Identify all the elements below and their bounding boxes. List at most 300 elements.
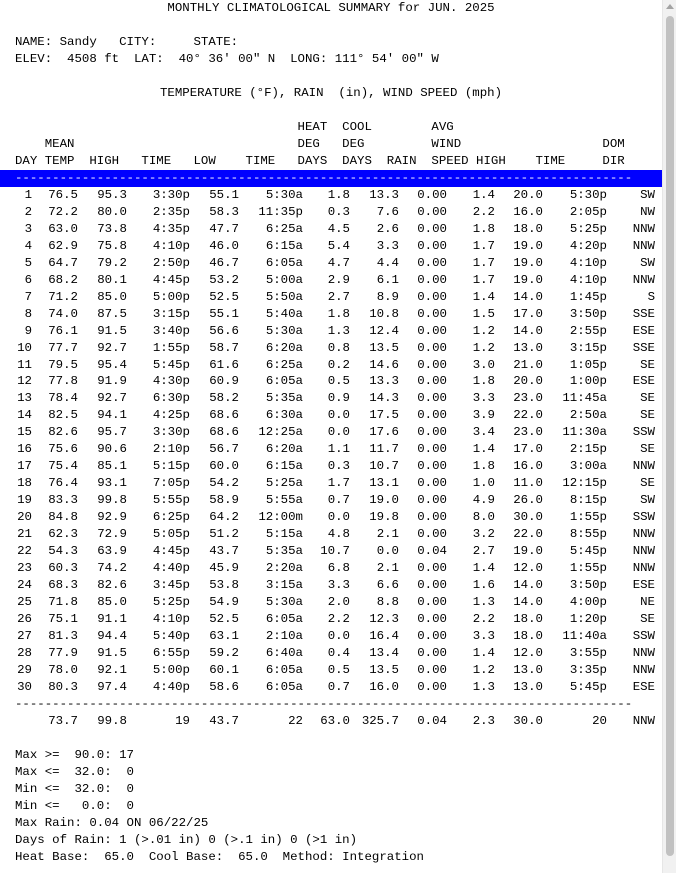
high-temp-cell: 93.1 <box>97 476 127 491</box>
rain-cell: 0.00 <box>417 357 447 372</box>
high-temp-cell: 82.6 <box>97 577 127 592</box>
table-row <box>0 509 662 526</box>
rain-cell: 0.00 <box>417 408 447 423</box>
table-row <box>0 611 662 628</box>
wind-high-time-cell: 5:45p <box>569 679 607 694</box>
cool-deg-days-cell: 6.1 <box>376 272 399 287</box>
high-temp-cell: 91.1 <box>97 611 127 626</box>
low-temp-cell: 43.7 <box>209 543 239 558</box>
wind-high-time-cell: 11:45a <box>562 391 607 406</box>
rain-cell: 0.00 <box>417 645 447 660</box>
low-time-cell: 6:05a <box>265 611 303 626</box>
scrollbar-thumb[interactable] <box>666 16 674 856</box>
mean-temp-cell: 81.3 <box>48 628 78 643</box>
mean-temp-cell: 73.7 <box>48 714 78 728</box>
cool-deg-days-cell: 3.3 <box>376 238 399 253</box>
heat-deg-days-cell: 0.4 <box>327 645 350 660</box>
wind-high-cell: 21.0 <box>513 357 543 372</box>
cool-deg-days-cell: 19.8 <box>369 510 399 525</box>
cool-deg-days-cell: 10.8 <box>369 306 399 321</box>
avg-wind-speed-cell: 1.6 <box>472 577 495 592</box>
heat-deg-days-cell: 2.7 <box>327 289 350 304</box>
heat-deg-days-cell: 2.2 <box>327 611 350 626</box>
low-temp-cell: 43.7 <box>209 714 239 728</box>
heat-deg-days-cell: 1.8 <box>327 306 350 321</box>
heat-deg-days-cell: 0.7 <box>327 493 350 508</box>
wind-high-time-cell: 8:15p <box>569 493 607 508</box>
wind-high-time-cell: 2:55p <box>569 323 607 338</box>
high-time-cell: 4:30p <box>152 374 190 389</box>
cool-deg-days-cell: 8.9 <box>376 289 399 304</box>
mean-temp-cell: 74.0 <box>48 306 78 321</box>
wind-high-time-cell: 5:45p <box>569 543 607 558</box>
cool-deg-days-cell: 2.1 <box>376 560 399 575</box>
heat-deg-days-cell: 6.8 <box>327 560 350 575</box>
wind-high-cell: 20.0 <box>513 188 543 202</box>
low-temp-cell: 47.7 <box>209 221 239 236</box>
day-cell: 8 <box>24 306 32 321</box>
rain-cell: 0.00 <box>417 391 447 406</box>
dom-dir-cell: NE <box>640 594 655 609</box>
cool-deg-days-cell: 0.0 <box>376 543 399 558</box>
day-cell: 22 <box>17 543 32 558</box>
low-temp-cell: 58.7 <box>209 340 239 355</box>
vertical-scrollbar[interactable] <box>662 0 676 873</box>
rain-cell: 0.00 <box>417 476 447 491</box>
wind-high-time-cell: 3:00a <box>569 459 607 474</box>
cool-deg-days-cell: 8.8 <box>376 594 399 609</box>
wind-high-time-cell: 3:15p <box>569 340 607 355</box>
avg-wind-speed-cell: 3.0 <box>472 357 495 372</box>
avg-wind-speed-cell: 1.4 <box>472 560 495 575</box>
high-temp-cell: 73.8 <box>97 221 127 236</box>
high-temp-cell: 92.7 <box>97 391 127 406</box>
low-time-cell: 3:15a <box>265 577 303 592</box>
high-temp-cell: 85.0 <box>97 594 127 609</box>
low-time-cell: 22 <box>288 714 303 728</box>
day-cell: 19 <box>17 493 32 508</box>
day-cell: 5 <box>24 255 32 270</box>
mean-temp-cell: 77.9 <box>48 645 78 660</box>
heat-deg-days-cell: 0.2 <box>327 357 350 372</box>
low-time-cell: 2:10a <box>265 628 303 643</box>
day-cell: 4 <box>24 238 32 253</box>
header-separator: ----------------------------------------------------------------------------------- <box>15 171 633 185</box>
wind-high-cell: 18.0 <box>513 628 543 643</box>
table-row <box>0 272 662 289</box>
day-cell: 11 <box>17 357 32 372</box>
wind-high-cell: 12.0 <box>513 560 543 575</box>
heat-deg-days-cell: 0.0 <box>327 510 350 525</box>
table-row <box>0 424 662 441</box>
table-row <box>0 306 662 323</box>
table-row <box>0 662 662 679</box>
wind-high-cell: 22.0 <box>513 408 543 423</box>
cool-deg-days-cell: 6.6 <box>376 577 399 592</box>
mean-temp-cell: 75.1 <box>48 611 78 626</box>
avg-wind-speed-cell: 2.3 <box>472 714 495 728</box>
dom-dir-cell: SE <box>640 611 655 626</box>
low-temp-cell: 46.7 <box>209 255 239 270</box>
rain-cell: 0.00 <box>417 238 447 253</box>
rain-cell: 0.00 <box>417 459 447 474</box>
low-time-cell: 6:25a <box>265 221 303 236</box>
high-time-cell: 3:30p <box>152 188 190 202</box>
low-time-cell: 2:20a <box>265 560 303 575</box>
wind-high-time-cell: 20 <box>592 714 607 728</box>
table-row <box>0 679 662 696</box>
wind-high-time-cell: 5:30p <box>569 188 607 202</box>
avg-wind-speed-cell: 2.7 <box>472 543 495 558</box>
high-temp-cell: 95.7 <box>97 425 127 440</box>
low-temp-cell: 54.9 <box>209 594 239 609</box>
low-time-cell: 6:40a <box>265 645 303 660</box>
cool-deg-days-cell: 2.1 <box>376 527 399 541</box>
table-row <box>0 407 662 424</box>
low-temp-cell: 55.1 <box>209 306 239 321</box>
avg-wind-speed-cell: 8.0 <box>472 510 495 525</box>
high-temp-cell: 92.9 <box>97 510 127 525</box>
low-temp-cell: 58.6 <box>209 679 239 694</box>
wind-high-cell: 17.0 <box>513 442 543 457</box>
high-time-cell: 5:25p <box>152 594 190 609</box>
day-cell: 28 <box>17 645 32 660</box>
low-temp-cell: 56.6 <box>209 323 239 338</box>
day-cell: 3 <box>24 221 32 236</box>
table-row <box>0 458 662 475</box>
dom-dir-cell: SE <box>640 391 655 406</box>
table-row <box>0 441 662 458</box>
dom-dir-cell: NNW <box>632 272 655 287</box>
avg-wind-speed-cell: 1.8 <box>472 221 495 236</box>
mean-temp-cell: 68.3 <box>48 577 78 592</box>
heat-deg-days-cell: 1.7 <box>327 476 350 491</box>
day-cell: 30 <box>17 679 32 694</box>
cool-deg-days-cell: 16.0 <box>369 679 399 694</box>
heat-deg-days-cell: 63.0 <box>320 714 350 728</box>
wind-high-time-cell: 3:50p <box>569 306 607 321</box>
day-cell: 6 <box>24 272 32 287</box>
heat-deg-days-cell: 4.5 <box>327 221 350 236</box>
mean-temp-cell: 80.3 <box>48 679 78 694</box>
low-time-cell: 5:00a <box>265 272 303 287</box>
avg-wind-speed-cell: 1.5 <box>472 306 495 321</box>
high-temp-cell: 79.2 <box>97 255 127 270</box>
dom-dir-cell: SSE <box>632 306 655 321</box>
rain-cell: 0.00 <box>417 425 447 440</box>
wind-high-time-cell: 1:55p <box>569 510 607 525</box>
day-cell: 29 <box>17 662 32 677</box>
units-line: TEMPERATURE (°F), RAIN (in), WIND SPEED (mph) <box>159 86 503 100</box>
cool-deg-days-cell: 11.7 <box>369 442 399 457</box>
high-temp-cell: 91.9 <box>97 374 127 389</box>
table-row <box>0 357 662 374</box>
low-temp-cell: 64.2 <box>209 510 239 525</box>
avg-wind-speed-cell: 1.7 <box>472 238 495 253</box>
rain-cell: 0.00 <box>417 493 447 508</box>
mean-temp-cell: 84.8 <box>48 510 78 525</box>
heat-deg-days-cell: 0.8 <box>327 340 350 355</box>
cool-deg-days-cell: 4.4 <box>376 255 399 270</box>
high-temp-cell: 97.4 <box>97 679 127 694</box>
high-time-cell: 4:10p <box>152 611 190 626</box>
dom-dir-cell: SSW <box>632 510 655 525</box>
wind-high-cell: 19.0 <box>513 543 543 558</box>
avg-wind-speed-cell: 3.2 <box>472 527 495 541</box>
mean-temp-cell: 54.3 <box>48 543 78 558</box>
high-temp-cell: 91.5 <box>97 645 127 660</box>
low-temp-cell: 51.2 <box>209 527 239 541</box>
low-time-cell: 6:15a <box>265 238 303 253</box>
cool-deg-days-cell: 7.6 <box>376 204 399 219</box>
day-cell: 9 <box>24 323 32 338</box>
wind-high-time-cell: 1:55p <box>569 560 607 575</box>
mean-temp-cell: 77.8 <box>48 374 78 389</box>
dom-dir-cell: ESE <box>632 679 655 694</box>
high-time-cell: 6:55p <box>152 645 190 660</box>
wind-high-time-cell: 4:10p <box>569 255 607 270</box>
dom-dir-cell: NNW <box>632 543 655 558</box>
wind-high-cell: 19.0 <box>513 272 543 287</box>
mean-temp-cell: 75.6 <box>48 442 78 457</box>
wind-high-cell: 18.0 <box>513 611 543 626</box>
high-temp-cell: 72.9 <box>97 527 127 541</box>
high-temp-cell: 85.0 <box>97 289 127 304</box>
wind-high-cell: 12.0 <box>513 645 543 660</box>
cool-deg-days-cell: 19.0 <box>369 493 399 508</box>
cool-deg-days-cell: 13.1 <box>369 476 399 491</box>
day-cell: 23 <box>17 560 32 575</box>
dom-dir-cell: SW <box>640 188 655 202</box>
low-time-cell: 5:55a <box>265 493 303 508</box>
low-time-cell: 5:30a <box>265 188 303 202</box>
avg-wind-speed-cell: 3.4 <box>472 425 495 440</box>
low-time-cell: 6:20a <box>265 340 303 355</box>
dom-dir-cell: S <box>647 289 655 304</box>
mean-temp-cell: 71.2 <box>48 289 78 304</box>
low-time-cell: 6:20a <box>265 442 303 457</box>
high-time-cell: 5:15p <box>152 459 190 474</box>
low-time-cell: 5:25a <box>265 476 303 491</box>
high-temp-cell: 63.9 <box>97 543 127 558</box>
low-temp-cell: 52.5 <box>209 289 239 304</box>
avg-wind-speed-cell: 1.4 <box>472 188 495 202</box>
table-row <box>0 594 662 611</box>
mean-temp-cell: 82.6 <box>48 425 78 440</box>
avg-wind-speed-cell: 1.2 <box>472 662 495 677</box>
avg-wind-speed-cell: 1.8 <box>472 459 495 474</box>
wind-high-cell: 19.0 <box>513 238 543 253</box>
mean-temp-cell: 79.5 <box>48 357 78 372</box>
high-time-cell: 5:00p <box>152 662 190 677</box>
rain-cell: 0.00 <box>417 442 447 457</box>
dom-dir-cell: SE <box>640 357 655 372</box>
mean-temp-cell: 76.1 <box>48 323 78 338</box>
low-temp-cell: 58.9 <box>209 493 239 508</box>
high-time-cell: 1:55p <box>152 340 190 355</box>
table-row <box>0 645 662 662</box>
high-time-cell: 4:35p <box>152 221 190 236</box>
day-cell: 1 <box>24 188 32 202</box>
wind-high-time-cell: 11:30a <box>562 425 607 440</box>
high-time-cell: 6:30p <box>152 391 190 406</box>
wind-high-cell: 13.0 <box>513 679 543 694</box>
heat-deg-days-cell: 0.3 <box>327 204 350 219</box>
mean-temp-cell: 64.7 <box>48 255 78 270</box>
header-line-3: DAY TEMP HIGH TIME LOW TIME DAYS DAYS RAIN SPEED HIGH TIME DIR <box>15 154 625 168</box>
day-cell: 7 <box>24 289 32 304</box>
rain-cell: 0.00 <box>417 594 447 609</box>
mean-temp-cell: 82.5 <box>48 408 78 423</box>
rain-cell: 0.00 <box>417 527 447 541</box>
mean-temp-cell: 62.3 <box>48 527 78 541</box>
cool-deg-days-cell: 16.4 <box>369 628 399 643</box>
rain-cell: 0.00 <box>417 272 447 287</box>
dom-dir-cell: NNW <box>632 238 655 253</box>
header-line-1: HEAT COOL AVG <box>15 120 454 134</box>
rain-cell: 0.04 <box>417 714 447 728</box>
avg-wind-speed-cell: 2.2 <box>472 611 495 626</box>
table-row <box>0 492 662 509</box>
dom-dir-cell: NNW <box>632 221 655 236</box>
high-time-cell: 5:40p <box>152 628 190 643</box>
wind-high-time-cell: 2:05p <box>569 204 607 219</box>
dom-dir-cell: NNW <box>632 560 655 575</box>
low-temp-cell: 60.1 <box>209 662 239 677</box>
wind-high-cell: 18.0 <box>513 221 543 236</box>
high-temp-cell: 95.4 <box>97 357 127 372</box>
wind-high-time-cell: 3:50p <box>569 577 607 592</box>
wind-high-time-cell: 8:55p <box>569 527 607 541</box>
wind-high-time-cell: 2:50a <box>569 408 607 423</box>
high-temp-cell: 90.6 <box>97 442 127 457</box>
table-row <box>0 543 662 560</box>
wind-high-cell: 11.0 <box>513 476 543 491</box>
low-temp-cell: 68.6 <box>209 425 239 440</box>
dom-dir-cell: ESE <box>632 577 655 592</box>
high-time-cell: 5:05p <box>152 527 190 541</box>
low-time-cell: 5:40a <box>265 306 303 321</box>
high-temp-cell: 92.1 <box>97 662 127 677</box>
wind-high-time-cell: 1:20p <box>569 611 607 626</box>
low-temp-cell: 58.2 <box>209 391 239 406</box>
mean-temp-cell: 83.3 <box>48 493 78 508</box>
table-row <box>0 187 662 204</box>
heat-deg-days-cell: 0.5 <box>327 374 350 389</box>
low-time-cell: 5:15a <box>265 527 303 541</box>
wind-high-cell: 14.0 <box>513 577 543 592</box>
wind-high-cell: 13.0 <box>513 662 543 677</box>
heat-deg-days-cell: 0.0 <box>327 425 350 440</box>
footer-line: Max >= 90.0: 17 <box>15 748 134 762</box>
wind-high-time-cell: 5:25p <box>569 221 607 236</box>
table-row <box>0 526 662 543</box>
heat-deg-days-cell: 3.3 <box>327 577 350 592</box>
day-cell: 18 <box>17 476 32 491</box>
high-temp-cell: 80.0 <box>97 204 127 219</box>
rain-cell: 0.00 <box>417 323 447 338</box>
dom-dir-cell: SSW <box>632 628 655 643</box>
rain-cell: 0.00 <box>417 577 447 592</box>
high-temp-cell: 94.4 <box>97 628 127 643</box>
day-cell: 13 <box>17 391 32 406</box>
rain-cell: 0.00 <box>417 510 447 525</box>
high-time-cell: 2:50p <box>152 255 190 270</box>
table-row <box>0 475 662 492</box>
table-row <box>0 204 662 221</box>
wind-high-cell: 16.0 <box>513 459 543 474</box>
low-time-cell: 5:30a <box>265 323 303 338</box>
table-row <box>0 289 662 306</box>
wind-high-cell: 17.0 <box>513 306 543 321</box>
day-cell: 24 <box>17 577 32 592</box>
table-row <box>0 255 662 272</box>
heat-deg-days-cell: 2.0 <box>327 594 350 609</box>
day-cell: 12 <box>17 374 32 389</box>
table-row <box>0 560 662 577</box>
cool-deg-days-cell: 13.3 <box>369 374 399 389</box>
wind-high-cell: 19.0 <box>513 255 543 270</box>
footer-line: Max <= 32.0: 0 <box>15 765 134 779</box>
avg-wind-speed-cell: 1.3 <box>472 594 495 609</box>
high-time-cell: 6:25p <box>152 510 190 525</box>
high-temp-cell: 99.8 <box>97 714 127 728</box>
table-row <box>0 577 662 594</box>
high-temp-cell: 99.8 <box>97 493 127 508</box>
high-temp-cell: 92.7 <box>97 340 127 355</box>
avg-wind-speed-cell: 3.3 <box>472 391 495 406</box>
low-temp-cell: 53.8 <box>209 577 239 592</box>
cool-deg-days-cell: 12.4 <box>369 323 399 338</box>
high-time-cell: 2:35p <box>152 204 190 219</box>
cool-deg-days-cell: 13.5 <box>369 340 399 355</box>
rain-cell: 0.00 <box>417 221 447 236</box>
cool-deg-days-cell: 325.7 <box>361 714 399 728</box>
high-time-cell: 5:45p <box>152 357 190 372</box>
heat-deg-days-cell: 0.0 <box>327 628 350 643</box>
day-cell: 20 <box>17 510 32 525</box>
mean-temp-cell: 72.2 <box>48 204 78 219</box>
low-time-cell: 5:35a <box>265 391 303 406</box>
wind-high-cell: 14.0 <box>513 323 543 338</box>
day-cell: 16 <box>17 442 32 457</box>
heat-deg-days-cell: 4.7 <box>327 255 350 270</box>
dom-dir-cell: SE <box>640 476 655 491</box>
rain-cell: 0.00 <box>417 679 447 694</box>
avg-wind-speed-cell: 1.3 <box>472 679 495 694</box>
high-time-cell: 7:05p <box>152 476 190 491</box>
dom-dir-cell: SE <box>640 408 655 423</box>
high-temp-cell: 75.8 <box>97 238 127 253</box>
scroll-up-arrow-icon[interactable] <box>666 4 674 9</box>
wind-high-time-cell: 1:00p <box>569 374 607 389</box>
footer-line: Heat Base: 65.0 Cool Base: 65.0 Method: Integration <box>15 850 424 864</box>
rain-cell: 0.00 <box>417 374 447 389</box>
cool-deg-days-cell: 12.3 <box>369 611 399 626</box>
table-row <box>0 373 662 390</box>
cool-deg-days-cell: 13.5 <box>369 662 399 677</box>
high-temp-cell: 74.2 <box>97 560 127 575</box>
day-cell: 27 <box>17 628 32 643</box>
low-time-cell: 6:05a <box>265 255 303 270</box>
table-row <box>0 628 662 645</box>
high-time-cell: 2:10p <box>152 442 190 457</box>
wind-high-cell: 23.0 <box>513 391 543 406</box>
wind-high-cell: 22.0 <box>513 527 543 541</box>
avg-wind-speed-cell: 1.4 <box>472 645 495 660</box>
dom-dir-cell: ESE <box>632 323 655 338</box>
avg-wind-speed-cell: 4.9 <box>472 493 495 508</box>
